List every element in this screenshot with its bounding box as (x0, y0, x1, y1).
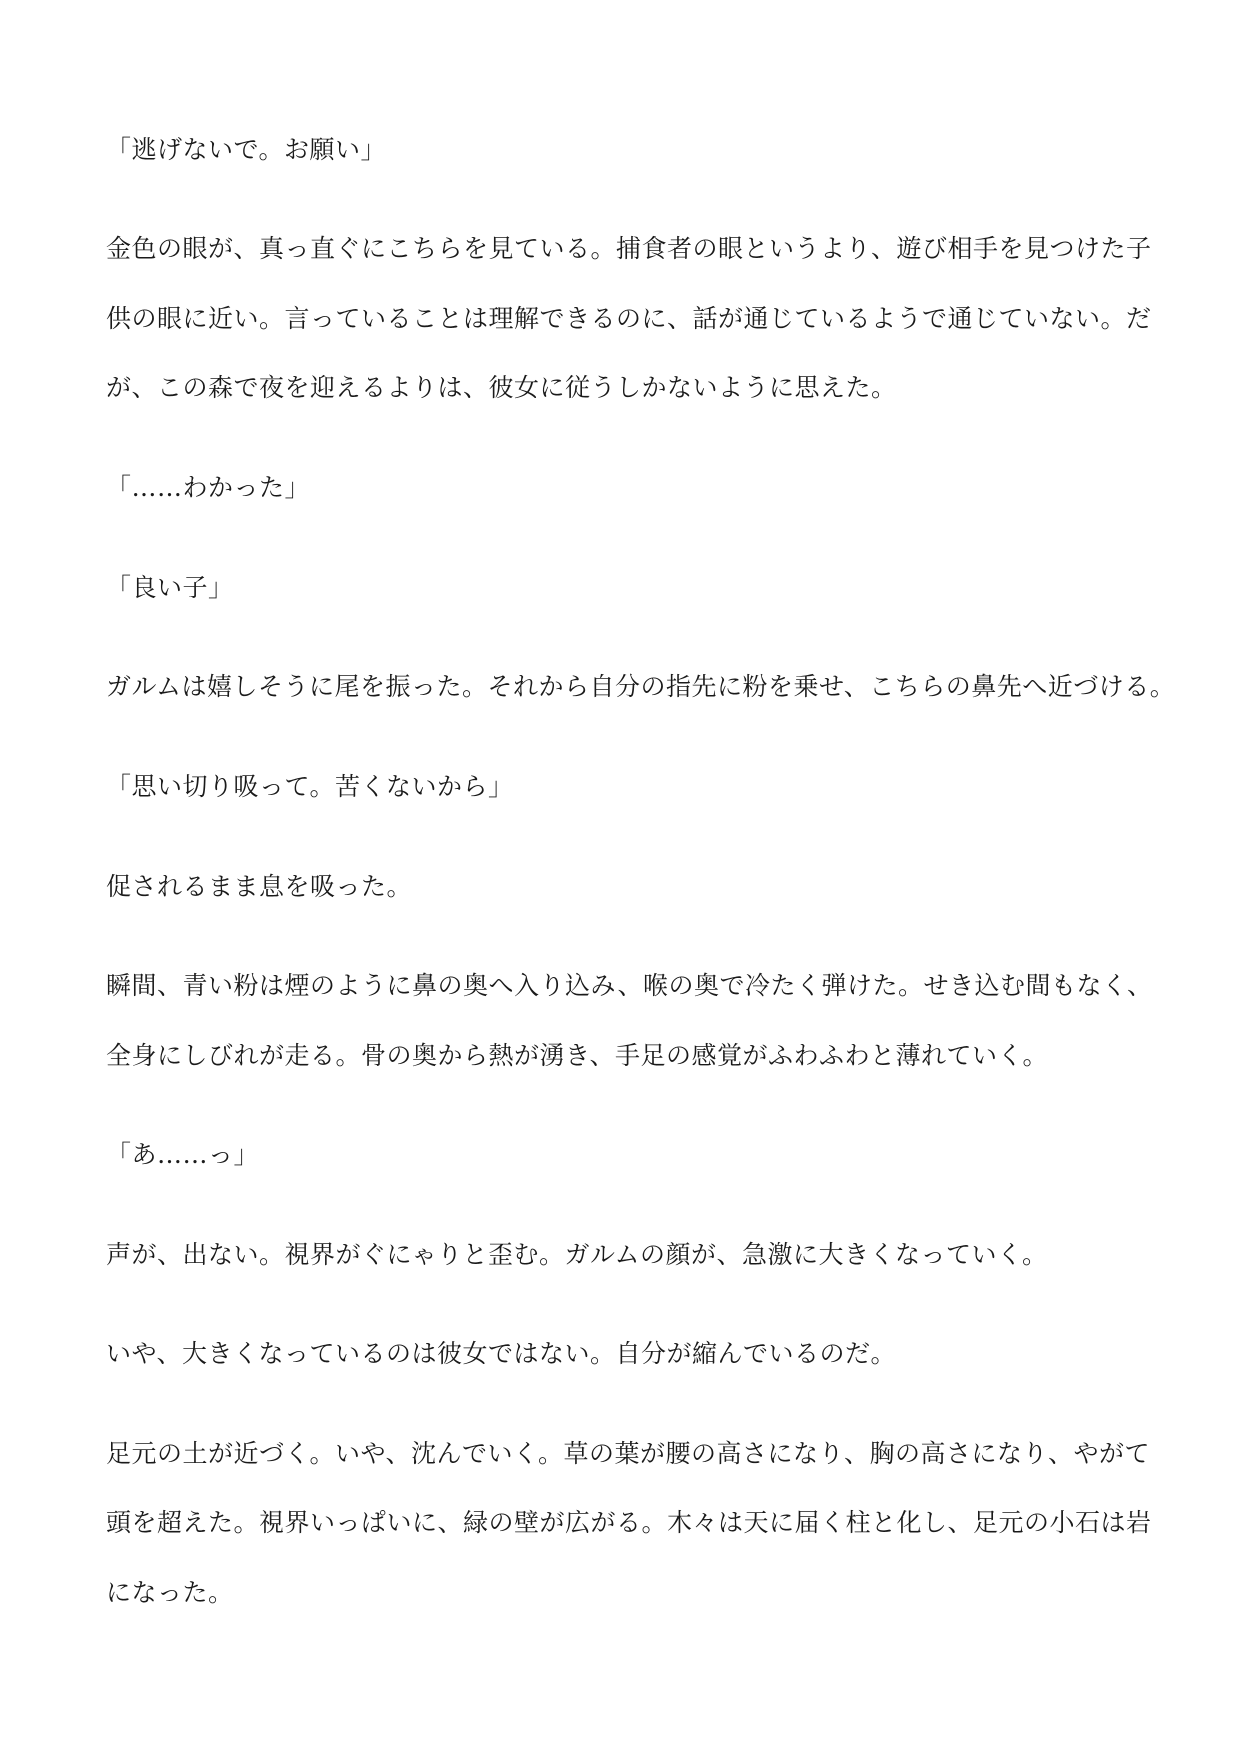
text-line: 促されるまま息を吸った。 (106, 872, 413, 901)
text-line: 「思い切り吸って。苦くないから」 (106, 772, 514, 801)
text-line: 頭を超えた。視界いっぱいに、緑の壁が広がる。木々は天に届く柱と化し、足元の小石は岩 (106, 1508, 1152, 1537)
text-line: になった。 (106, 1578, 234, 1607)
text-line: 供の眼に近い。言っていることは理解できるのに、話が通じているようで通じていない。だ (106, 304, 1152, 333)
text-line: ガルムは嬉しそうに尾を振った。それから自分の指先に粉を乗せ、こちらの鼻先へ近づける。 (106, 672, 1176, 701)
text-line: 声が、出ない。視界がぐにゃりと歪む。ガルムの顔が、急激に大きくなっていく。 (106, 1240, 1048, 1269)
text-line: 全身にしびれが走る。骨の奥から熱が湧き、手足の感覚がふわふわと薄れていく。 (106, 1041, 1049, 1070)
text-line: 足元の土が近づく。いや、沈んでいく。草の葉が腰の高さになり、胸の高さになり、やがて (106, 1439, 1151, 1468)
text-line: 「……わかった」 (106, 473, 311, 502)
text-line: 「あ……っ」 (106, 1140, 260, 1169)
text-line: 金色の眼が、真っ直ぐにこちらを見ている。捕食者の眼というより、遊び相手を見つけた子 (106, 234, 1152, 263)
text-line: いや、大きくなっているのは彼女ではない。自分が縮んでいるのだ。 (106, 1339, 897, 1368)
text-line: が、この森で夜を迎えるよりは、彼女に従うしかないように思えた。 (106, 373, 897, 402)
text-line: 「逃げないで。お願い」 (106, 135, 387, 164)
text-line: 「良い子」 (106, 573, 234, 602)
text-line: 瞬間、青い粉は煙のように鼻の奥へ入り込み、喉の奥で冷たく弾けた。せき込む間もなく、 (106, 971, 1153, 1000)
